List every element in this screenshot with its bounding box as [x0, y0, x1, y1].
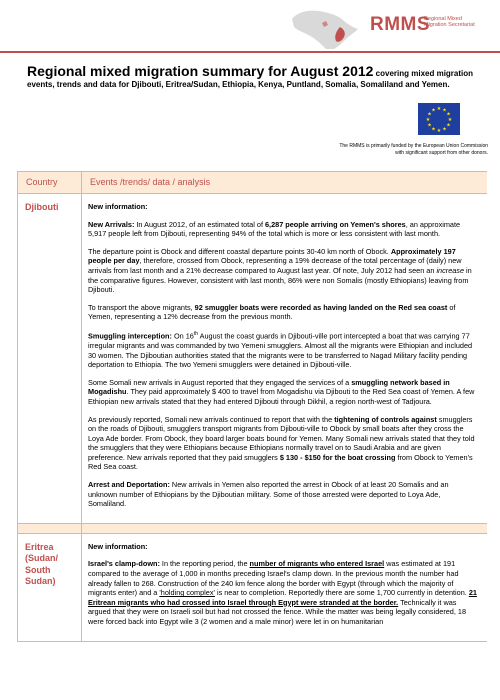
country-djibouti: Djibouti	[25, 202, 59, 212]
table-header-row	[18, 172, 488, 194]
table-spacer-row	[18, 523, 488, 533]
eu-funding-note: The RMMS is primarily funded by the European Union Commission with significant support from other donors.	[339, 143, 488, 156]
paragraph-new-arrivals: New Arrivals: In August 2012, of an estimated total of 6,287 people arriving on Yemen's shores, an approximate 5,917 people left from Djibouti, representing 94% of the total which is more or less consistent with last month.	[88, 219, 461, 239]
paragraph-smuggling-network: Some Somali new arrivals in August reported that they engaged the services of a smuggling network based in Mogadishu. They paid approximately $ 400 to travel from Mogadishu via Djibouti to the Red Sea coast of Yemen. A few Ethiopian new arrivals stated that they had entered Djibouti through Dikhil, a region north-west of Tadjoura.	[88, 377, 475, 406]
events-eritrea	[82, 533, 488, 641]
africa-map-icon	[282, 5, 368, 50]
summary-table	[17, 171, 487, 700]
svg-text:★: ★	[442, 126, 447, 133]
paragraph-smuggler-boats: To transport the above migrants, 92 smuggler boats were recorded as having landed on the Red sea coast of Yemen, representing a 12% decrease from the previous month.	[88, 302, 456, 322]
svg-text:★: ★	[436, 128, 442, 134]
svg-text:★: ★	[431, 107, 436, 114]
svg-text:★: ★	[447, 117, 453, 123]
svg-text:★: ★	[446, 111, 451, 118]
logo-subtitle: Regional Mixed Migration Secretariat	[424, 16, 475, 28]
paragraph-smuggling-interception: Smuggling interception: On 16th August the coast guards in Djibouti-ville port intercepted a boat that was carrying 77 irregular migrants and was commanded by two Yemeni smugglers. Almost all the migrants were Ethiopian and included 30 women. The Djiboutian authorities stated that the migrants were to be transferred to Nagad Military facility pending deportation to Ethiopia. The two Yemeni smugglers were detained in Djibouti-ville.	[88, 330, 473, 370]
new-info-heading: New information:	[88, 541, 148, 551]
paragraph-tightening-controls: As previously reported, Somali new arrivals continued to report that with the tightening of controls against smugglers on the roads of Djibouti, smugglers transport migrants from Djibouti-ville to Obock by small boats after they cross the Loya Ade border. From Obock, they board larger boats bound for Yemen. Many Somali new arrivals stated that they told the smugglers that they were Ethiopians because Ethiopians normally travel on to Saudi Arabia and are given preference. New arrivals reported that they paid smugglers $ 130 - $150 for the boat crossing from Obock to Yemen's Red Sea coast.	[88, 414, 475, 472]
svg-text:★: ★	[425, 117, 431, 123]
logo-text: RMMS	[370, 14, 431, 35]
title-main: Regional mixed migration summary for August 2012	[27, 63, 374, 79]
rmms-logo	[282, 5, 482, 50]
header-rule	[0, 51, 500, 53]
svg-text:★: ★	[431, 126, 436, 133]
table-row-eritrea	[18, 533, 488, 641]
svg-text:★: ★	[442, 107, 447, 114]
col-header-events: Events /trends/ data / analysis	[90, 177, 211, 187]
svg-text:★: ★	[446, 122, 451, 129]
svg-text:★: ★	[436, 106, 442, 112]
country-eritrea: Eritrea (Sudan/ South Sudan)	[25, 541, 58, 587]
eu-flag-icon	[418, 103, 460, 135]
paragraph-departure-point: The departure point is Obock and different coastal departure points 30-40 km north of Obock. Approximately 197 people per day, therefore, crossed from Obock, representing a 19% decrease of the total percentage of (daily) new arrivals from last month and a 21% decrease compared to August last year. Of note, July 2012 had seen an increase in the comparative figures. However, consistent with last month, 86% were non Somalis (mostly Ethiopians) leaving from Djibouti.	[88, 246, 472, 295]
paragraph-arrest-deportation: Arrest and Deportation: New arrivals in Yemen also reported the arrest in Obock of at least 20 Somalis and an unknown number of Ethiopians by the Djiboutian military. Some of those arrested were deported to Loya Ade, Somaliland.	[88, 480, 449, 509]
table-row-djibouti	[18, 194, 488, 524]
svg-text:★: ★	[427, 122, 432, 129]
col-header-country: Country	[26, 177, 58, 187]
paragraph-israel-clampdown: Israel's clamp-down: In the reporting period, the number of migrants who entered Israel was estimated at 191 compared to the average of 1,000 in months preceding Israel's clamp down. In the previous month the number had already fallen to 268. Construction of the 240 km fence along the border with Egypt (through which the majority of migrants enter) and a 'holding complex' is near to completion. Reportedly there are some 1,700 currently in detention. 21 Eritrean migrants who had crossed into Israel through Egypt were stranded at the border. Technically it was argued that they were on Israeli soil but had not crossed the fence. While the matter was being legally considered, 18 were forced back into Egypt wile 3 (2 women and a male minor) were let in on humanitarian	[88, 559, 477, 627]
svg-text:★: ★	[427, 111, 432, 118]
eu-stars	[418, 103, 460, 135]
title-rest: covering mixed migration events, trends and data for Djibouti, Eritrea/Sudan, Ethiopia, Kenya, Puntland, Somalia, Somaliland and Yemen.	[27, 69, 474, 89]
page-title	[27, 63, 477, 90]
new-info-heading: New information:	[88, 202, 148, 211]
events-djibouti	[82, 194, 488, 524]
